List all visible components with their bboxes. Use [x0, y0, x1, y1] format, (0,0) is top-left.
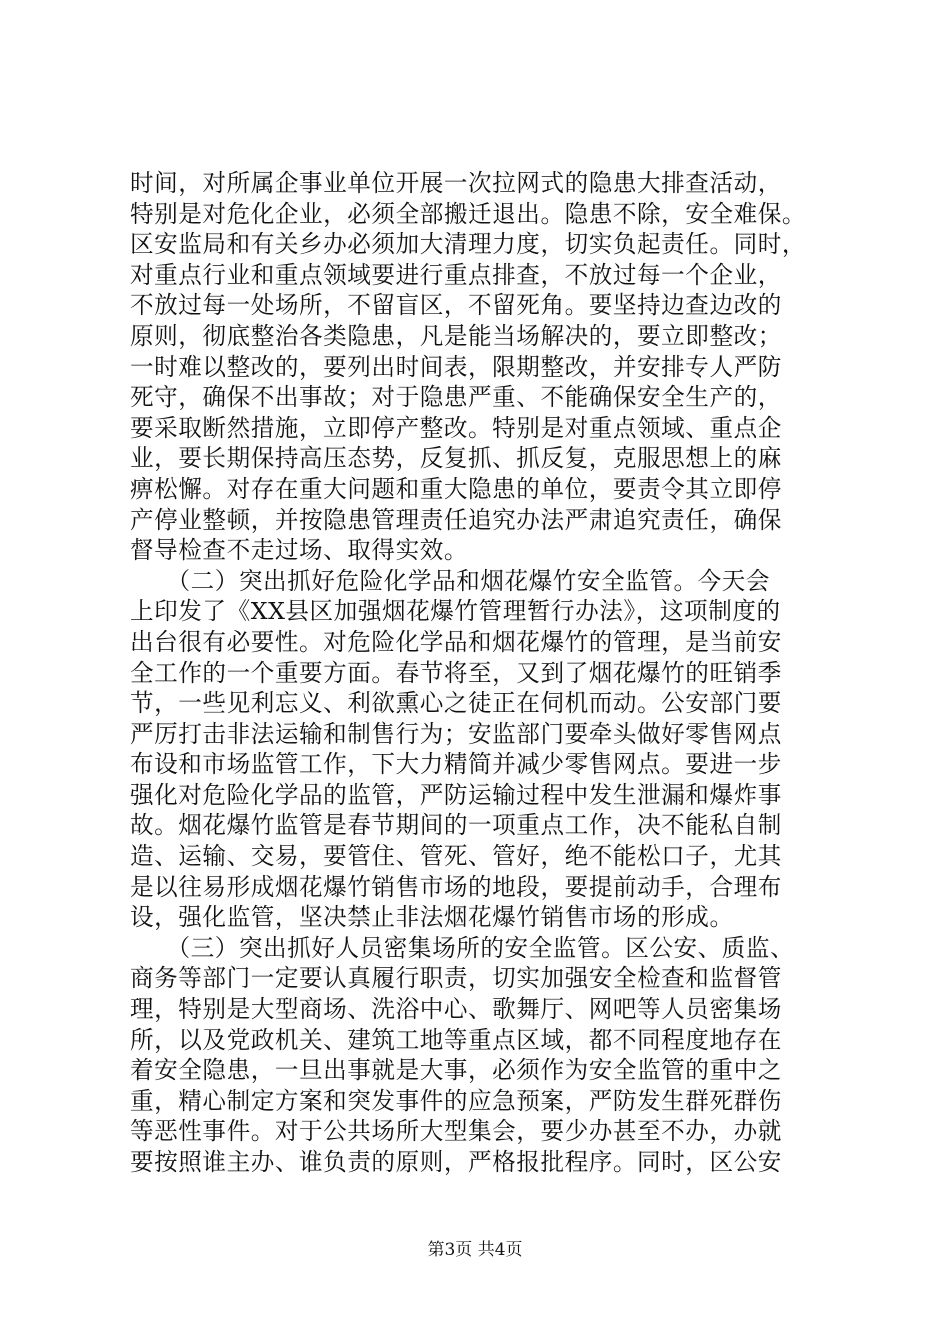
document-body — [130, 168, 840, 1178]
text-line: 要按照谁主办、谁负责的原则，严格报批程序。同时，区公安 — [130, 1148, 782, 1176]
text-line: 故。烟花爆竹监管是春节期间的一项重点工作，决不能私自制 — [130, 811, 782, 840]
text-line: 出台很有必要性。对危险化学品和烟花爆竹的管理，是当前安 — [130, 627, 782, 656]
text-line: 上印发了《XX县区加强烟花爆竹管理暂行办法》，这项制度的 — [130, 597, 781, 626]
text-line: 造、运输、交易，要管住、管死、管好，绝不能松口子，尤其 — [130, 842, 782, 871]
text-line: 督导检查不走过场、取得实效。 — [130, 536, 469, 565]
text-line: （三）突出抓好人员密集场所的安全监管。区公安、质监、 — [130, 933, 795, 962]
text-line: 痹松懈。对存在重大问题和重大隐患的单位，要责令其立即停 — [130, 474, 782, 503]
text-line: 着安全隐患，一旦出事就是大事，必须作为安全监管的重中之 — [130, 1056, 782, 1085]
text-line: 业，要长期保持高压态势，反复抓、抓反复，克服思想上的麻 — [130, 444, 782, 473]
text-line: 死守，确保不出事故；对于隐患严重、不能确保安全生产的， — [130, 383, 782, 412]
text-line: 要采取断然措施，立即停产整改。特别是对重点领域、重点企 — [130, 413, 782, 442]
text-line: 区安监局和有关乡办必须加大清理力度，切实负起责任。同时， — [130, 230, 807, 259]
text-line: 重，精心制定方案和突发事件的应急预案，严防发生群死群伤 — [130, 1086, 782, 1115]
text-line: 布设和市场监管工作，下大力精简并减少零售网点。要进一步 — [130, 750, 782, 779]
text-line: 严厉打击非法运输和制售行为；安监部门要牵头做好零售网点 — [130, 719, 782, 748]
text-line: 不放过每一处场所，不留盲区，不留死角。要坚持边查边改的 — [130, 291, 782, 320]
page-footer: 第3页 共4页 — [427, 1240, 523, 1260]
text-line: 产停业整顿，并按隐患管理责任追究办法严肃追究责任，确保 — [130, 505, 782, 534]
text-line: （二）突出抓好危险化学品和烟花爆竹安全监管。今天会 — [130, 566, 771, 595]
text-line: 全工作的一个重要方面。春节将至，又到了烟花爆竹的旺销季 — [130, 658, 782, 687]
text-line: 设，强化监管，坚决禁止非法烟花爆竹销售市场的形成。 — [130, 903, 734, 932]
text-line: 对重点行业和重点领域要进行重点排查，不放过每一个企业， — [130, 260, 782, 289]
text-line: 特别是对危化企业，必须全部搬迁退出。隐患不除，安全难保。 — [130, 199, 807, 228]
text-line: 商务等部门一定要认真履行职责，切实加强安全检查和监督管 — [130, 964, 782, 993]
text-line: 节，一些见利忘义、利欲熏心之徒正在伺机而动。公安部门要 — [130, 689, 782, 718]
text-line: 时间，对所属企事业单位开展一次拉网式的隐患大排查活动， — [130, 169, 782, 197]
text-line: 所，以及党政机关、建筑工地等重点区域，都不同程度地存在 — [130, 1025, 782, 1054]
text-line: 原则，彻底整治各类隐患，凡是能当场解决的，要立即整改； — [130, 321, 782, 350]
text-line: 是以往易形成烟花爆竹销售市场的地段，要提前动手，合理布 — [130, 872, 782, 901]
text-line: 强化对危险化学品的监管，严防运输过程中发生泄漏和爆炸事 — [130, 780, 782, 809]
text-line: 等恶性事件。对于公共场所大型集会，要少办甚至不办，办就 — [130, 1117, 782, 1146]
text-line: 一时难以整改的，要列出时间表，限期整改，并安排专人严防 — [130, 352, 782, 381]
text-line: 理，特别是大型商场、洗浴中心、歌舞厅、网吧等人员密集场 — [130, 995, 782, 1024]
